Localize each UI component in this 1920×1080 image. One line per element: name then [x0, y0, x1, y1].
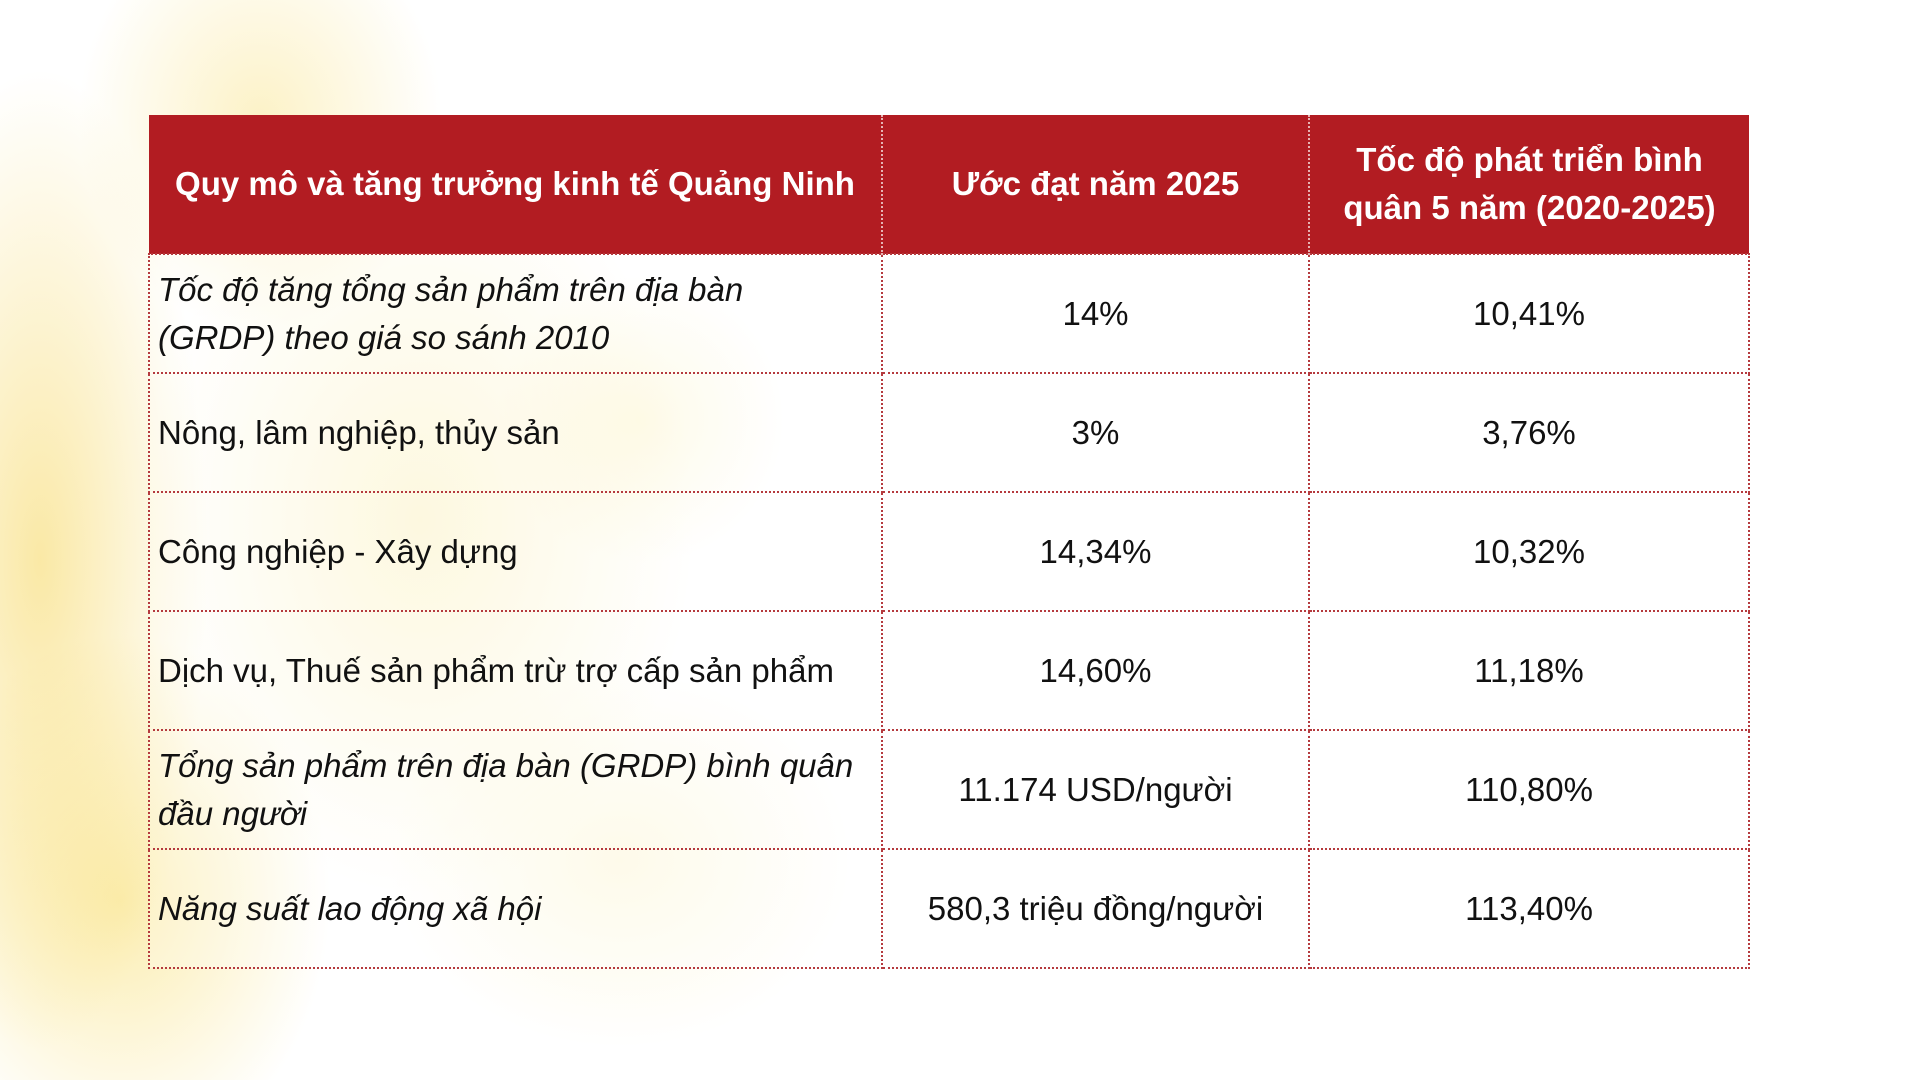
table-row — [149, 373, 1749, 492]
row-label: Nông, lâm nghiệp, thủy sản — [149, 373, 882, 492]
header-indicator: Quy mô và tăng trưởng kinh tế Quảng Ninh — [149, 115, 882, 254]
table-row — [149, 849, 1749, 968]
row-label: Năng suất lao động xã hội — [149, 849, 882, 968]
row-average-5-years: 3,76% — [1309, 373, 1749, 492]
row-label: Tổng sản phẩm trên địa bàn (GRDP) bình quân đầu người — [149, 730, 882, 849]
row-estimate-2025: 14,34% — [882, 492, 1309, 611]
header-estimate-2025: Ước đạt năm 2025 — [882, 115, 1309, 254]
table-header-row — [149, 115, 1749, 254]
row-average-5-years: 10,41% — [1309, 254, 1749, 373]
row-label: Tốc độ tăng tổng sản phẩm trên địa bàn (GRDP) theo giá so sánh 2010 — [149, 254, 882, 373]
row-estimate-2025: 3% — [882, 373, 1309, 492]
row-estimate-2025: 14,60% — [882, 611, 1309, 730]
row-estimate-2025: 580,3 triệu đồng/người — [882, 849, 1309, 968]
row-average-5-years: 110,80% — [1309, 730, 1749, 849]
row-average-5-years: 11,18% — [1309, 611, 1749, 730]
table-row — [149, 611, 1749, 730]
header-average-5-years: Tốc độ phát triển bình quân 5 năm (2020-2025) — [1309, 115, 1749, 254]
row-average-5-years: 113,40% — [1309, 849, 1749, 968]
economy-growth-table — [148, 115, 1750, 969]
table-row — [149, 254, 1749, 373]
table-row — [149, 730, 1749, 849]
row-estimate-2025: 11.174 USD/người — [882, 730, 1309, 849]
economy-table-container — [148, 115, 1748, 969]
row-label: Dịch vụ, Thuế sản phẩm trừ trợ cấp sản phẩm — [149, 611, 882, 730]
row-average-5-years: 10,32% — [1309, 492, 1749, 611]
table-row — [149, 492, 1749, 611]
row-estimate-2025: 14% — [882, 254, 1309, 373]
row-label: Công nghiệp - Xây dựng — [149, 492, 882, 611]
